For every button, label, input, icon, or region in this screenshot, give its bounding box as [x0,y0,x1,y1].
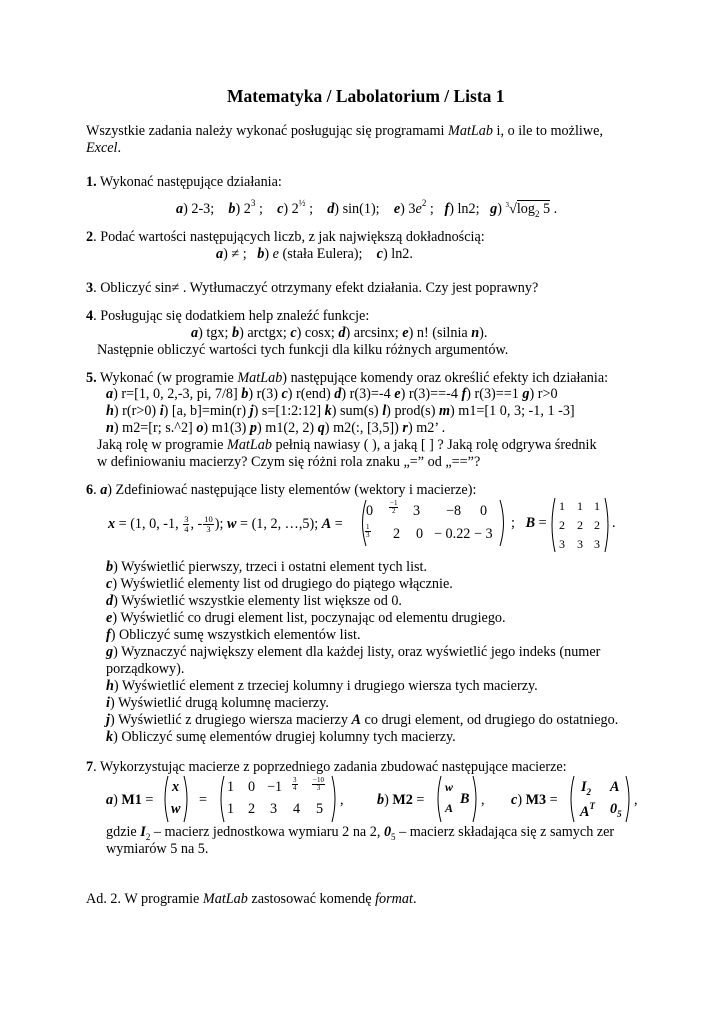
task5-cmd-letter: l [382,403,387,419]
matrix-b-cells: 1 1 1 2 2 2 3 3 3 [559,499,600,551]
task4-item-text: ; [224,325,229,341]
task5-heading: 5. Wykonać (w programie MatLab) następujące komendy oraz określić efekty ich działania: [86,370,609,386]
task5-cmd: ) s=[1:2:12] [253,403,322,419]
task7-heading: 7. Wykorzystując macierze z poprzedniego zadania zbudować następujące macierze: [86,759,567,775]
task4-items [191,325,487,342]
task5-cmd: ) m2=[r; s.^2] [113,420,193,436]
task6-item-letter: d [106,593,114,609]
task5-cmd: ) sum(s) [331,403,379,419]
task5-cmd-letter: e [394,386,401,402]
task4-item-letter: c [290,325,297,341]
task7-gdzie-2: wymiarów 5 na 5. [106,841,209,857]
task5-cmd: ) r=[1, 0, 2,-3, pi, 7/8] [113,386,238,402]
task2-items: a) ≠ ; b) e (stała Eulera); c) ln2. [216,246,413,262]
task4-item-letter: x [387,325,395,341]
task6-item-text: ) Obliczyć sumę elementów drugiej kolumny tych macierzy. [113,729,456,745]
task6-item-letter: f [106,627,111,643]
task2-number: 2 [86,229,94,245]
task6-B-label: ; B = [511,515,547,531]
task5-cmd: ) m1=[1 0, 3; -1, 1 -3] [450,403,575,419]
task6-heading: 6. a) Zdefiniować następujące listy elementów (wektory i macierze): [86,482,477,498]
task6-item-letter: i [106,695,110,711]
task5-cmd: ) m1(2, 2) [257,420,315,436]
task7-m2-label: b) M2 = [377,792,425,808]
ad2-note: Ad. 2. W programie MatLab zastosować komendę format. [86,891,417,907]
task5-cmd: ) m1(3) [203,420,247,436]
task6-item [106,593,402,610]
task6-item-text: ) Wyświetlić element z trzeciej kolumny i drugiego wiersza tych macierzy. [113,678,538,694]
task5-cmd-letter: j [249,403,254,419]
task4-item-text: ) arctg [239,325,276,341]
task6-matrix-a-ref: A [351,712,361,728]
task4-item-letter: x [217,325,225,341]
task6-item-text: ) Wyświetlić z drugiego wiersza macierzy [109,712,352,728]
task6-item [106,678,538,695]
task6-item-letter: b [106,559,114,575]
task5-cmd-letter: a [106,386,114,402]
task4-item-text: ) arcsin [345,325,388,341]
task1-number: 1. [86,174,97,190]
intro-line-1 [86,123,603,140]
task7-m1-label: a) M1 = [106,792,154,808]
task4-item-letter: d [338,325,346,341]
task5-number: 5. [86,370,97,386]
task6-item [106,559,427,576]
task7-gdzie-1: gdzie $I_2$ – macierz jednostkowa wymiaru 2 na 2, $0_5$ – macierz składająca się z samych zer [106,824,615,842]
task6-item [106,661,184,678]
task6-item-text: ) Wyświetlić co drugi element list, poczynając od elementu drugiego. [112,610,506,626]
task4-item-letter: e [402,325,409,341]
task5-cmd-letter: i [159,403,164,419]
task5-cmd: ) prod(s) [386,403,436,419]
task5-cmd: ) m2(:, [3,5]) [324,420,399,436]
task6-item [106,712,618,729]
task5-cmd-letter: c [281,386,288,402]
task4-item-letter: n [471,325,480,341]
task5-cmd-letter: n [106,420,114,436]
task5-cmd-letter: q [317,420,325,436]
task7-number: 7 [86,759,94,775]
task5-cmd-letter: o [196,420,204,436]
task4-item-letter: b [232,325,240,341]
task4-item-letter: n [416,325,424,341]
task5-question-1: Jaką rolę w programie MatLab pełnią nawiasy ( ), a jaką [ ] ? Jaką rolę odgrywa średnik [97,437,597,453]
task5-cmd: ) r(3)=-4 [341,386,391,402]
task4-item-letter: x [275,325,283,341]
task5-cmd: ) r(end) [287,386,331,402]
intro-line-2: Excel. [86,140,122,156]
task5-cmd: ) m2’ . [407,420,446,436]
task6-item-letter: k [106,729,114,745]
task6-item-text: ) Wyświetlić pierwszy, trzeci i ostatni element tych list. [113,559,428,575]
task5-cmd-letter: m [438,403,451,419]
task6-item-letter: j [106,712,110,728]
task1-heading: 1. Wykonać następujące działania: [86,174,282,190]
task4-item-text: ; [282,325,287,341]
task2-heading: 2. Podać wartości następujących liczb, z jak największą dokładnością: [86,229,485,245]
task4-item-text: ; [330,325,335,341]
task6-item [106,729,456,746]
task6-item-text: co drugi element, od drugiego do ostatniego. [360,712,619,728]
task6-item [106,644,600,661]
task5-cmd-letter: p [249,420,258,436]
task4-after: Następnie obliczyć wartości tych funkcji dla kilku różnych argumentów. [97,342,509,358]
task6-item-letter: g [106,644,114,660]
intro-matlab: MatLab [448,123,493,139]
task6-vectors: x = (1, 0, -1, $\frac{3}{4}$ , - $\frac{10}{3}$ ); w = (1, 2, …,5); A = [108,514,343,534]
task5-row2 [106,403,575,420]
task4-item-text: ). [479,325,488,341]
task4-item-text: ! (silnia [423,325,472,341]
task6-item [106,695,329,712]
task5-question-2: w definiowaniu macierzy? Czym się różni rola znaku „=” od „==”? [97,454,481,470]
task6-item [106,576,453,593]
task3: 3. Obliczyć sin≠ . Wytłumaczyć otrzymany efekt działania. Czy jest poprawny? [86,280,539,296]
task4-item-text: ) [408,325,417,341]
task4-item-letter: a [191,325,199,341]
task4-item-text: ; [394,325,399,341]
task5-cmd: ) r>0 [529,386,558,402]
task6-item-text: ) Obliczyć sumę wszystkich elementów list. [110,627,361,643]
task5-cmd: ) r(3)==-4 [400,386,458,402]
task7-m3-label: c) M3 = [511,792,558,808]
task5-cmd-letter: k [324,403,332,419]
task5-cmd: ) r(r>0) [113,403,157,419]
task4-item-letter: x [323,325,331,341]
task5-cmd: ) r(3)==1 [466,386,519,402]
task4-item-text: ) tg [198,325,218,341]
task6-item [106,610,506,627]
task5-cmd-letter: b [241,386,249,402]
task5-cmd-letter: f [461,386,467,402]
task6-item-letter: e [106,610,113,626]
task1-expressions: a) 2-3; b) $2^3$ ; c) $2^{\frac{1}{2}}$ ; d) sin(1); e) $3e^2$ ; f) ln2; g) $^3√\log_2$ 5 . [176,198,558,219]
task4-heading: 4. Posługując się dodatkiem help znaleźć funkcje: [86,308,370,324]
task6-item-letter: c [106,576,113,592]
task6-item [106,627,361,644]
task5-row1 [106,386,558,403]
matrix-a-cells: 0 $\frac{-1}{2}$ 3 −8 0 $\frac{1}{3}$ 2 0 − 0.22 − 3 [366,499,493,542]
task4-item-text: ) cos [296,325,324,341]
task5-cmd-letter: r [402,420,408,436]
task6-item-text: ) Wyświetlić drugą kolumnę macierzy. [109,695,329,711]
task6-item-letter: h [106,678,114,694]
page-title: Matematyka / Labolatorium / Lista 1 [227,86,505,106]
task6-item-text: ) Wyświetlić elementy list od drugiego do piątego włącznie. [112,576,453,592]
intro-pre: Wszystkie zadania należy wykonać posługując się programami [86,123,449,139]
task5-cmd-letter: h [106,403,114,419]
task6-item-text: ) Wyznaczyć największy element dla każdej listy, oraz wyświetlić jego indeks (numer [113,644,601,660]
task5-cmd-letter: d [334,386,342,402]
task6-item-text: ) Wyświetlić wszystkie elementy list większe od 0. [113,593,402,609]
task5-cmd: ) [a, b]=min(r) [163,403,247,419]
task5-cmd-letter: g [522,386,530,402]
intro-post: i, o ile to możliwe, [492,123,603,139]
task6-number: 6 [86,482,94,498]
intro-excel: Excel [86,140,118,156]
task3-number: 3 [86,280,94,296]
task6-item-text: porządkowy). [106,661,185,677]
task5-cmd: ) r(3) [248,386,278,402]
task4-number: 4 [86,308,94,324]
task5-row3 [106,420,445,437]
